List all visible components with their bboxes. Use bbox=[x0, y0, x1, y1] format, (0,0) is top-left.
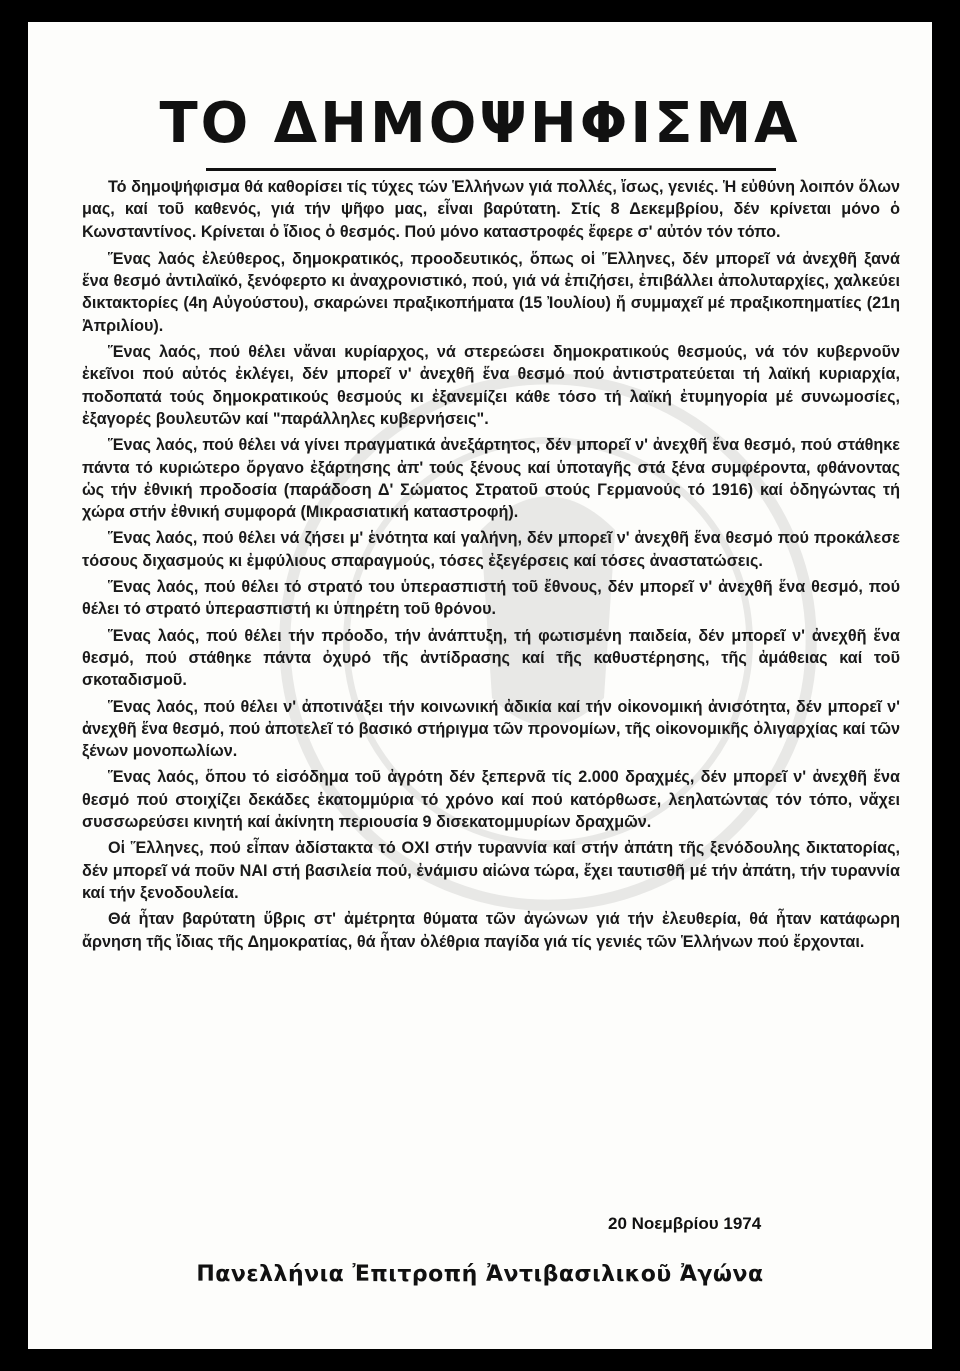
document-signature: Πανελλήνια Ἐπιτροπή Ἀντιβασιλικοῦ Ἀγώνα bbox=[196, 1262, 764, 1287]
paragraph: Ἕνας λαός, πού θέλει τό στρατό του ὑπερασπιστή τοῦ ἔθνους, δέν μπορεῖ ν' ἀνεχθῆ ἕνα θεσμό, πού θέλει τό στρατό ὑπερασπιστή κι ὑπηρέτη τοῦ θρόνου. bbox=[82, 578, 900, 619]
paragraph: Ἕνας λαός ἐλεύθερος, δημοκρατικός, προοδευτικός, ὅπως οἱ Ἕλληνες, δέν μπορεῖ νά ἀνεχθῆ ξανά ἕνα θεσμό ἀντιλαϊκό, ξενόφερτο κι ἀναχρονιστικό, πού, γιά νά ἐπιζήσει, ἐπιβάλλει ἀπολυταρχίες, χαλκεύει δικτακτορίες (4η Αὐγούστου), σκαρώνει πραξικοπήματα (15 Ἰουλίου) ἤ συμμαχεῖ μέ πραξικοπηματίες (21η Ἀπριλίου). bbox=[82, 249, 900, 335]
document-title: ΤΟ ΔΗΜΟΨΗΦΙΣΜΑ bbox=[159, 91, 801, 156]
document-page bbox=[28, 22, 932, 1349]
paragraph: Οἱ Ἕλληνες, πού εἶπαν ἀδίστακτα τό ΟΧΙ στήν τυραννία καί στήν ἀπάτη τῆς ξενόδουλης δικτατορίας, δέν μπορεῖ νά ποῦν ΝΑΙ στή βασιλεία πού, ἐνάμισυ αἰώνα τώρα, ἔχει ταυτισθῆ μέ τήν ἀπάτη, τήν τυραννία καί τήν ξενοδουλεία. bbox=[82, 839, 900, 902]
paragraph: Ἕνας λαός, πού θέλει νά ζήσει μ' ἑνότητα καί γαλήνη, δέν μπορεῖ ν' ἀνεχθῆ ἕνα θεσμό πού προκάλεσε τόσους διχασμούς κι ἐμφύλιους σπαραγμούς, τόσες ἐξεγέρσεις καί τόσες ἀναστατώσεις. bbox=[82, 529, 900, 570]
paragraph: Τό δημοψήφισμα θά καθορίσει τίς τύχες τών Ἑλλήνων γιά πολλές, ἴσως, γενιές. Ἡ εὐθύνη λοιπόν ὅλων μας, καί τοῦ καθενός, γιά τήν ψῆφο μας, εἶναι βαρύτατη. Στίς 8 Δεκεμβρίου, δέν κρίνεται μόνο ὁ Κωνσταντίνος. Κρίνεται ὁ ἴδιος ὁ θεσμός. Πού μόνο καταστροφές ἔφερε σ' αὐτόν τόν τόπο. bbox=[82, 178, 900, 241]
title-underline bbox=[206, 168, 776, 171]
paragraph: Ἕνας λαός, ὅπου τό εἰσόδημα τοῦ ἀγρότη δέν ξεπερνᾶ τίς 2.000 δραχμές, δέν μπορεῖ ν' ἀνεχθῆ ἕνα θεσμό πού στοιχίζει δεκάδες ἑκατομμύρια τό χρόνο καί πού κατόρθωσε, λεηλατώντας τόν τόπο, νἄχει συσσωρεύσει κινητή καί ἀκίνητη περιουσία 9 δισεκατομμυρίων δραχμῶν. bbox=[82, 768, 900, 832]
document-date: 20 Νοεμβρίου 1974 bbox=[608, 1214, 762, 1233]
paragraph: Ἕνας λαός, πού θέλει τήν πρόοδο, τήν ἀνάπτυξη, τή φωτισμένη παιδεία, δέν μπορεῖ ν' ἀνεχθῆ ἕνα θεσμό, πού στάθηκε πάντα ὀχυρό τῆς ἀντίδρασης καί τῆς καθυστέρησης, τῆς ἀμάθειας καί τοῦ σκοταδισμοῦ. bbox=[82, 626, 900, 690]
paragraph: Ἕνας λαός, πού θέλει νἄναι κυρίαρχος, νά στερεώσει δημοκρατικούς θεσμούς, νά τόν κυβερνοῦν ἐκεῖνοι πού αὐτός ἐκλέγει, δέν μπορεῖ ν' ἀνεχθῆ ἕνα θεσμό πού ἀντιστρατεύεται τή λαϊκή κυριαρχία, ποδοπατά τούς δημοκρατικούς θεσμούς κι ἐξανεμίζει κάθε τόσο τή λαϊκή ἐτυμηγορία μέ συνωμοσίες, ἐξαγορές βουλευτῶν καί "παράλληλες κυβερνήσεις". bbox=[82, 343, 900, 428]
document-body bbox=[82, 176, 900, 957]
paragraph: Ἕνας λαός, πού θέλει ν' ἀποτινάξει τήν κοινωνική ἀδικία καί τήν οἰκονομική ἀνισότητα, δέν μπορεῖ ν' ἀνεχθῆ ἕνα θεσμό, πού ἀποτελεῖ τό βασικό στήριγμα τῶν προνομίων, τῆς οἰκονομικῆς ὀλιγαρχίας καί τῶν ξένων μονοπωλίων. bbox=[82, 697, 900, 761]
paragraph: Ἕνας λαός, πού θέλει νά γίνει πραγματικά ἀνεξάρτητος, δέν μπορεῖ ν' ἀνεχθῆ ἕνα θεσμό, πού στάθηκε πάντα τό κυριώτερο ὄργανο ἐξάρτησης ἀπ' τούς ξένους καί ὑποταγῆς στά ξένα συμφέροντα, φθάνοντας ὡς τήν ἐθνική προδοσία (παράδοση Δ' Σώματος Στρατοῦ στούς Γερμανούς τό 1916) καί ὁδηγώντας τή χώρα στήν ἐθνική συμφορά (Μικρασιατική καταστροφή). bbox=[82, 436, 900, 522]
paragraph: Θά ἦταν βαρύτατη ὕβρις στ' ἀμέτρητα θύματα τῶν ἀγώνων γιά τήν ἐλευθερία, θά ἦταν κατάφωρη ἄρνηση τῆς ἴδιας τῆς Δημοκρατίας, θά ἦταν ὀλέθρια παγίδα γιά τίς γενιές τῶν Ἑλλήνων πού ἔρχονται. bbox=[82, 910, 900, 951]
